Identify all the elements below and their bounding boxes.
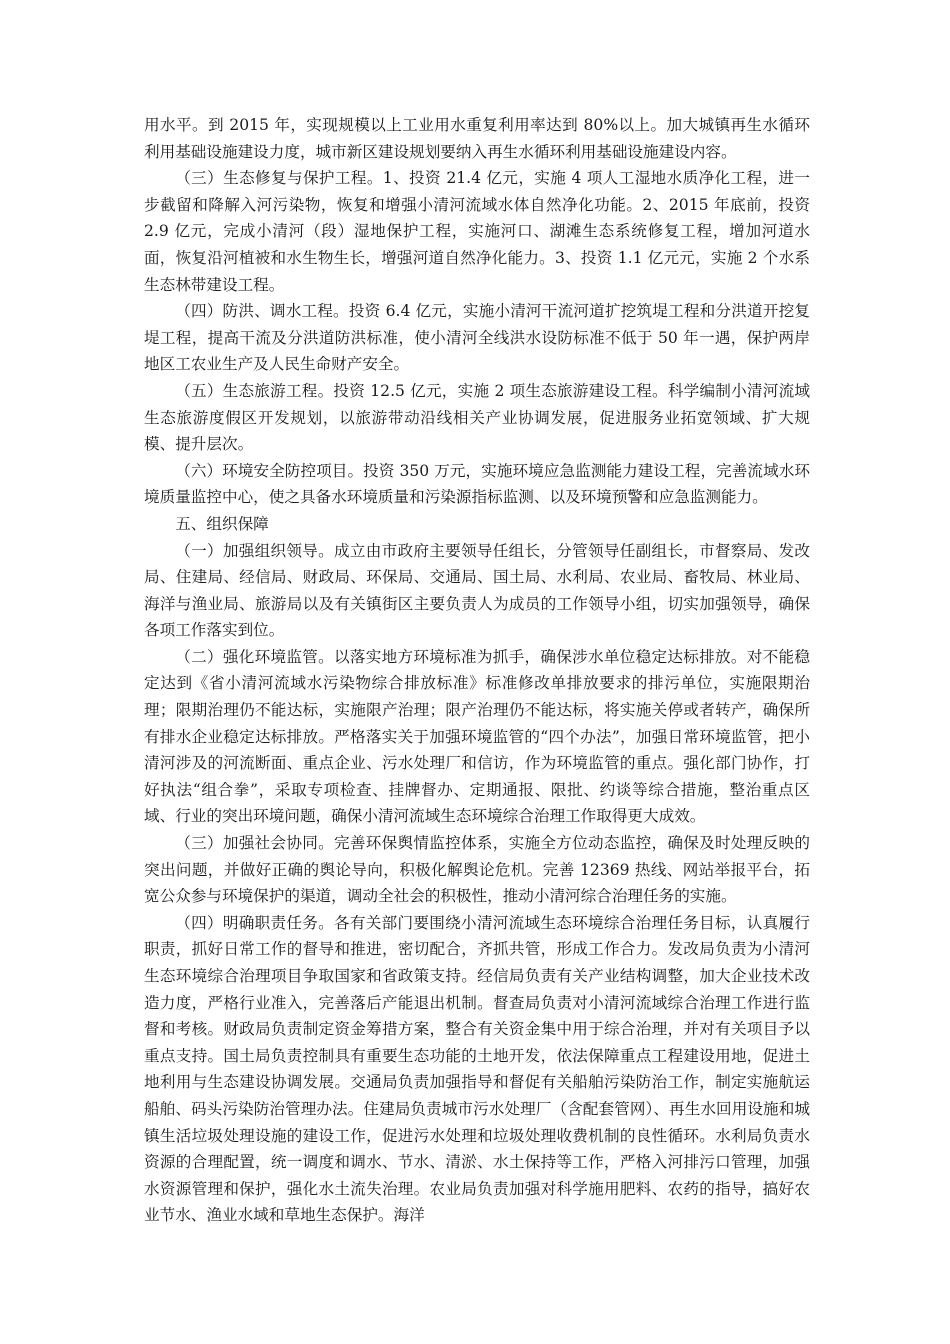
paragraph-ecological-restoration: （三）生态修复与保护工程。1、投资 21.4 亿元，实施 4 项人工湿地水质净化工程，进一步截留和降解入河污染物，恢复和增强小清河流域水体自然净化功能。2、2015 年底前，投资 2.9 亿元，完成小清河（段）湿地保护工程，实施河口、湖滩生态系统修复工程，增加河道水面，恢复沿河植被和水生物生长，增强河道自然净化能力。3、投资 1.1 亿元元，实施 2 个水系生态林带建设工程。 [144,169,810,294]
paragraph-social-coordination: （三）加强社会协同。完善环保舆情监控体系，实施全方位动态监控，确保及时处理反映的突出问题，并做好正确的舆论导向，积极化解舆论危机。完善 12369 热线、网站举报平台，拓宽公众参与环境保护的渠道，调动全社会的积极性，推动小清河综合治理任务的实施。 [144,834,810,906]
paragraph-environmental-safety: （六）环境安全防控项目。投资 350 万元，实施环境应急监测能力建设工程，完善流域水环境质量监控中心，使之具备水环境质量和污染源指标监测、以及环境预警和应急监测能力。 [144,461,810,507]
section-heading-organizational-guarantee: 五、组织保障 [175,514,269,533]
paragraph-water-reuse: 用水平。到 2015 年，实现规模以上工业用水重复利用率达到 80%以上。加大城镇再生水循环利用基础设施建设力度，城市新区建设规划要纳入再生水循环利用基础设施建设内容。 [144,116,810,161]
paragraph-responsibilities: （四）明确职责任务。各有关部门要围绕小清河流域生态环境综合治理任务目标，认真履行职责，抓好日常工作的督导和推进，密切配合，齐抓共管，形成工作合力。发改局负责为小清河生态环境综合治理项目争取国家和省政策支持。经信局负责有关产业结构调整，加大企业技术改造力度，严格行业准入，完善落后产能退出机制。督查局负责对小清河流域综合治理工作进行监督和考核。财政局负责制定资金筹措方案，整合有关资金集中用于综合治理，并对有关项目予以重点支持。国土局负责控制具有重要生态功能的土地开发，依法保障重点工程建设用地，促进土地利用与生态建设协调发展。交通局负责加强指导和督促有关船舶污染防治工作，制定实施航运船舶、码头污染防治管理办法。住建局负责城市污水处理厂（含配套管网）、再生水回用设施和城镇生活垃圾处理设施的建设工作，促进污水处理和垃圾处理收费机制的良性循环。水利局负责水资源的合理配置，统一调度和调水、节水、清淤、水土保持等工作，严格入河排污口管理，加强水资源管理和保护，强化水土流失治理。农业局负责加强对科学施用肥料、农药的指导，搞好农业节水、渔业水域和草地生态保护。海洋 [144,913,810,1225]
paragraph-eco-tourism: （五）生态旅游工程。投资 12.5 亿元，实施 2 项生态旅游建设工程。科学编制小清河流域生态旅游度假区开发规划，以旅游带动沿线相关产业协调发展，促进服务业拓宽领域、扩大规模、提升层次。 [144,381,810,454]
paragraph-environmental-supervision: （二）强化环境监管。以落实地方环境标准为抓手，确保涉水单位稳定达标排放。对不能稳定达到《省小清河流域水污染物综合排放标准》标准修改单排放要求的排污单位，实施限期治理；限期治理仍不能达标，实施限产治理；限产治理仍不能达标，将实施关停或者转产，确保所有排水企业稳定达标排放。严格落实关于加强环境监管的“四个办法”，加强日常环境监管，把小清河涉及的河流断面、重点企业、污水处理厂和信访，作为环境监管的重点。强化部门协作，打好执法“组合拳”，采取专项检查、挂牌督办、定期通报、限批、约谈等综合措施，整治重点区域、行业的突出环境问题，确保小清河流域生态环境综合治理工作取得更大成效。 [144,647,810,826]
paragraph-organizational-leadership: （一）加强组织领导。成立由市政府主要领导任组长，分管领导任副组长，市督察局、发改局、住建局、经信局、财政局、环保局、交通局、国土局、水利局、农业局、畜牧局、林业局、海洋与渔业局、旅游局以及有关镇街区主要负责人为成员的工作领导小组，切实加强领导，确保各项工作落实到位。 [144,541,810,640]
paragraph-flood-control: （四）防洪、调水工程。投资 6.4 亿元，实施小清河干流河道扩挖筑堤工程和分洪道开挖复堤工程，提高干流及分洪道防洪标准，使小清河全线洪水设防标准不低于 50 年一遇，保护两岸地区工农业生产及人民生命财产安全。 [144,302,810,374]
document-body [144,112,810,1229]
